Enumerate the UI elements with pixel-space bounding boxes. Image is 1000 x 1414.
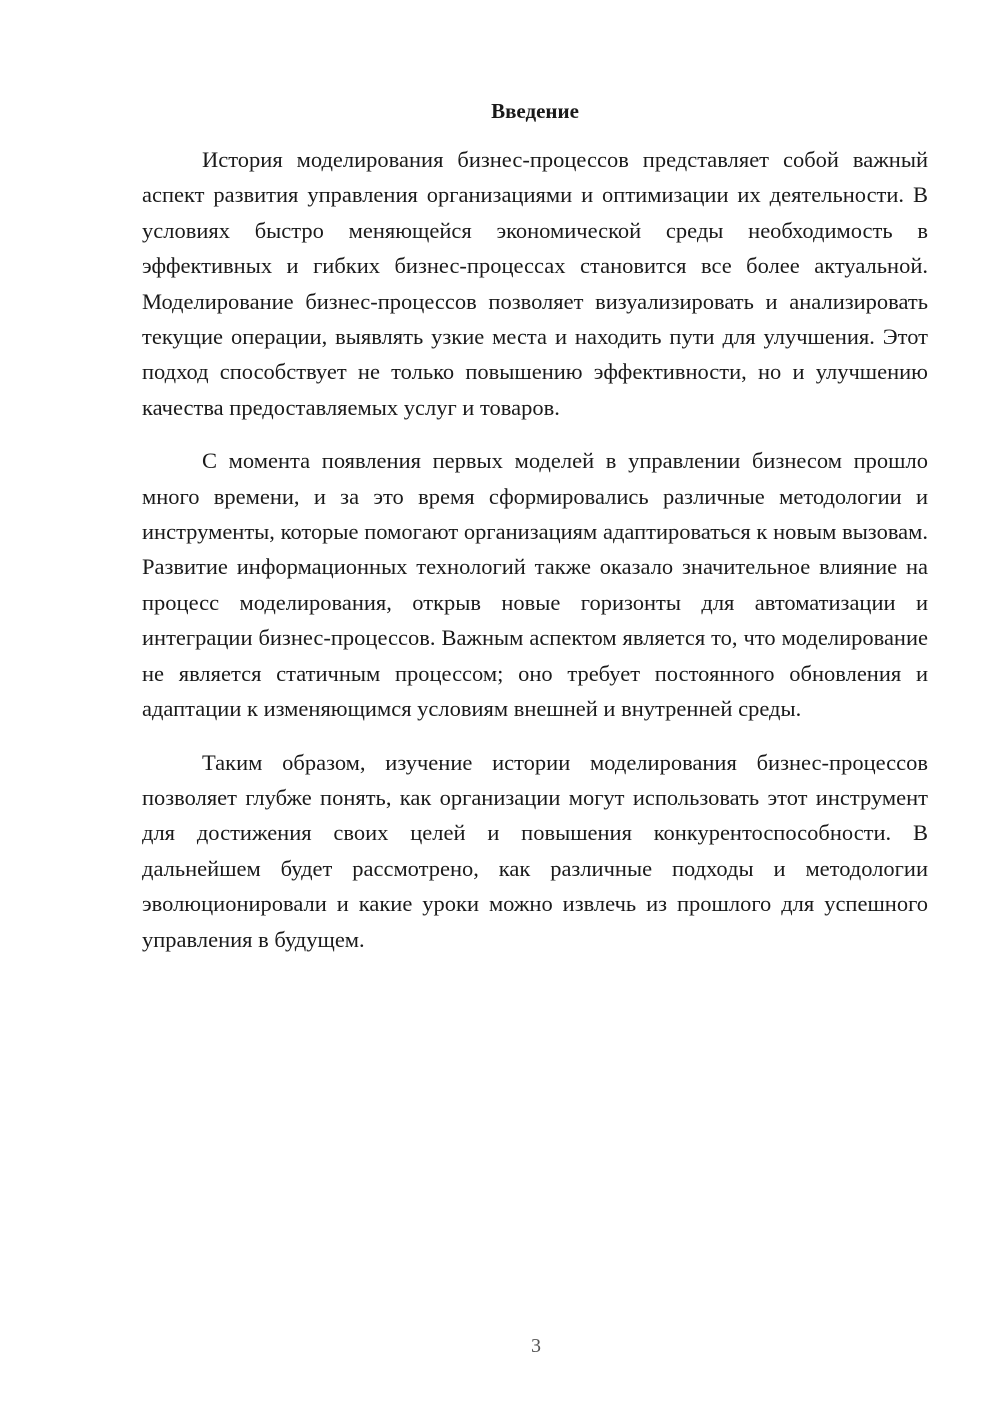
paragraph-3: Таким образом, изучение истории моделирования бизнес-процессов позволяет глубже понять, как организации могут использовать этот инструмент для достижения своих целей и повышения конкурентоспособности. В дальнейшем будет рассмотрено, как различные подходы и методологии эволюционировали и какие уроки можно извлечь из прошлого для успешного управления в будущем. bbox=[142, 749, 928, 952]
body-text bbox=[142, 142, 928, 975]
paragraph-2: С момента появления первых моделей в управлении бизнесом прошло много времени, и за это время сформировались различные методологии и инструменты, которые помогают организациям адаптироваться к новым вызовам. Развитие информационных технологий также оказало значительное влияние на процесс моделирования, открыв новые горизонты для автоматизации и интеграции бизнес-процессов. Важным аспектом является то, что моделирование не является статичным процессом; оно требует постоянного обновления и адаптации к изменяющимся условиям внешней и внутренней среды. bbox=[142, 448, 928, 722]
paragraph-1: История моделирования бизнес-процессов представляет собой важный аспект развития управления организациями и оптимизации их деятельности. В условиях быстро меняющейся экономической среды необходимость в эффективных и гибких бизнес-процессах становится все более актуальной. Моделирование бизнес-процессов позволяет визуализировать и анализировать текущие операции, выявлять узкие места и находить пути для улучшения. Этот подход способствует не только повышению эффективности, но и улучшению качества предоставляемых услуг и товаров. bbox=[142, 147, 928, 420]
page-number: 3 bbox=[531, 1335, 541, 1357]
section-heading: Введение bbox=[491, 99, 579, 123]
